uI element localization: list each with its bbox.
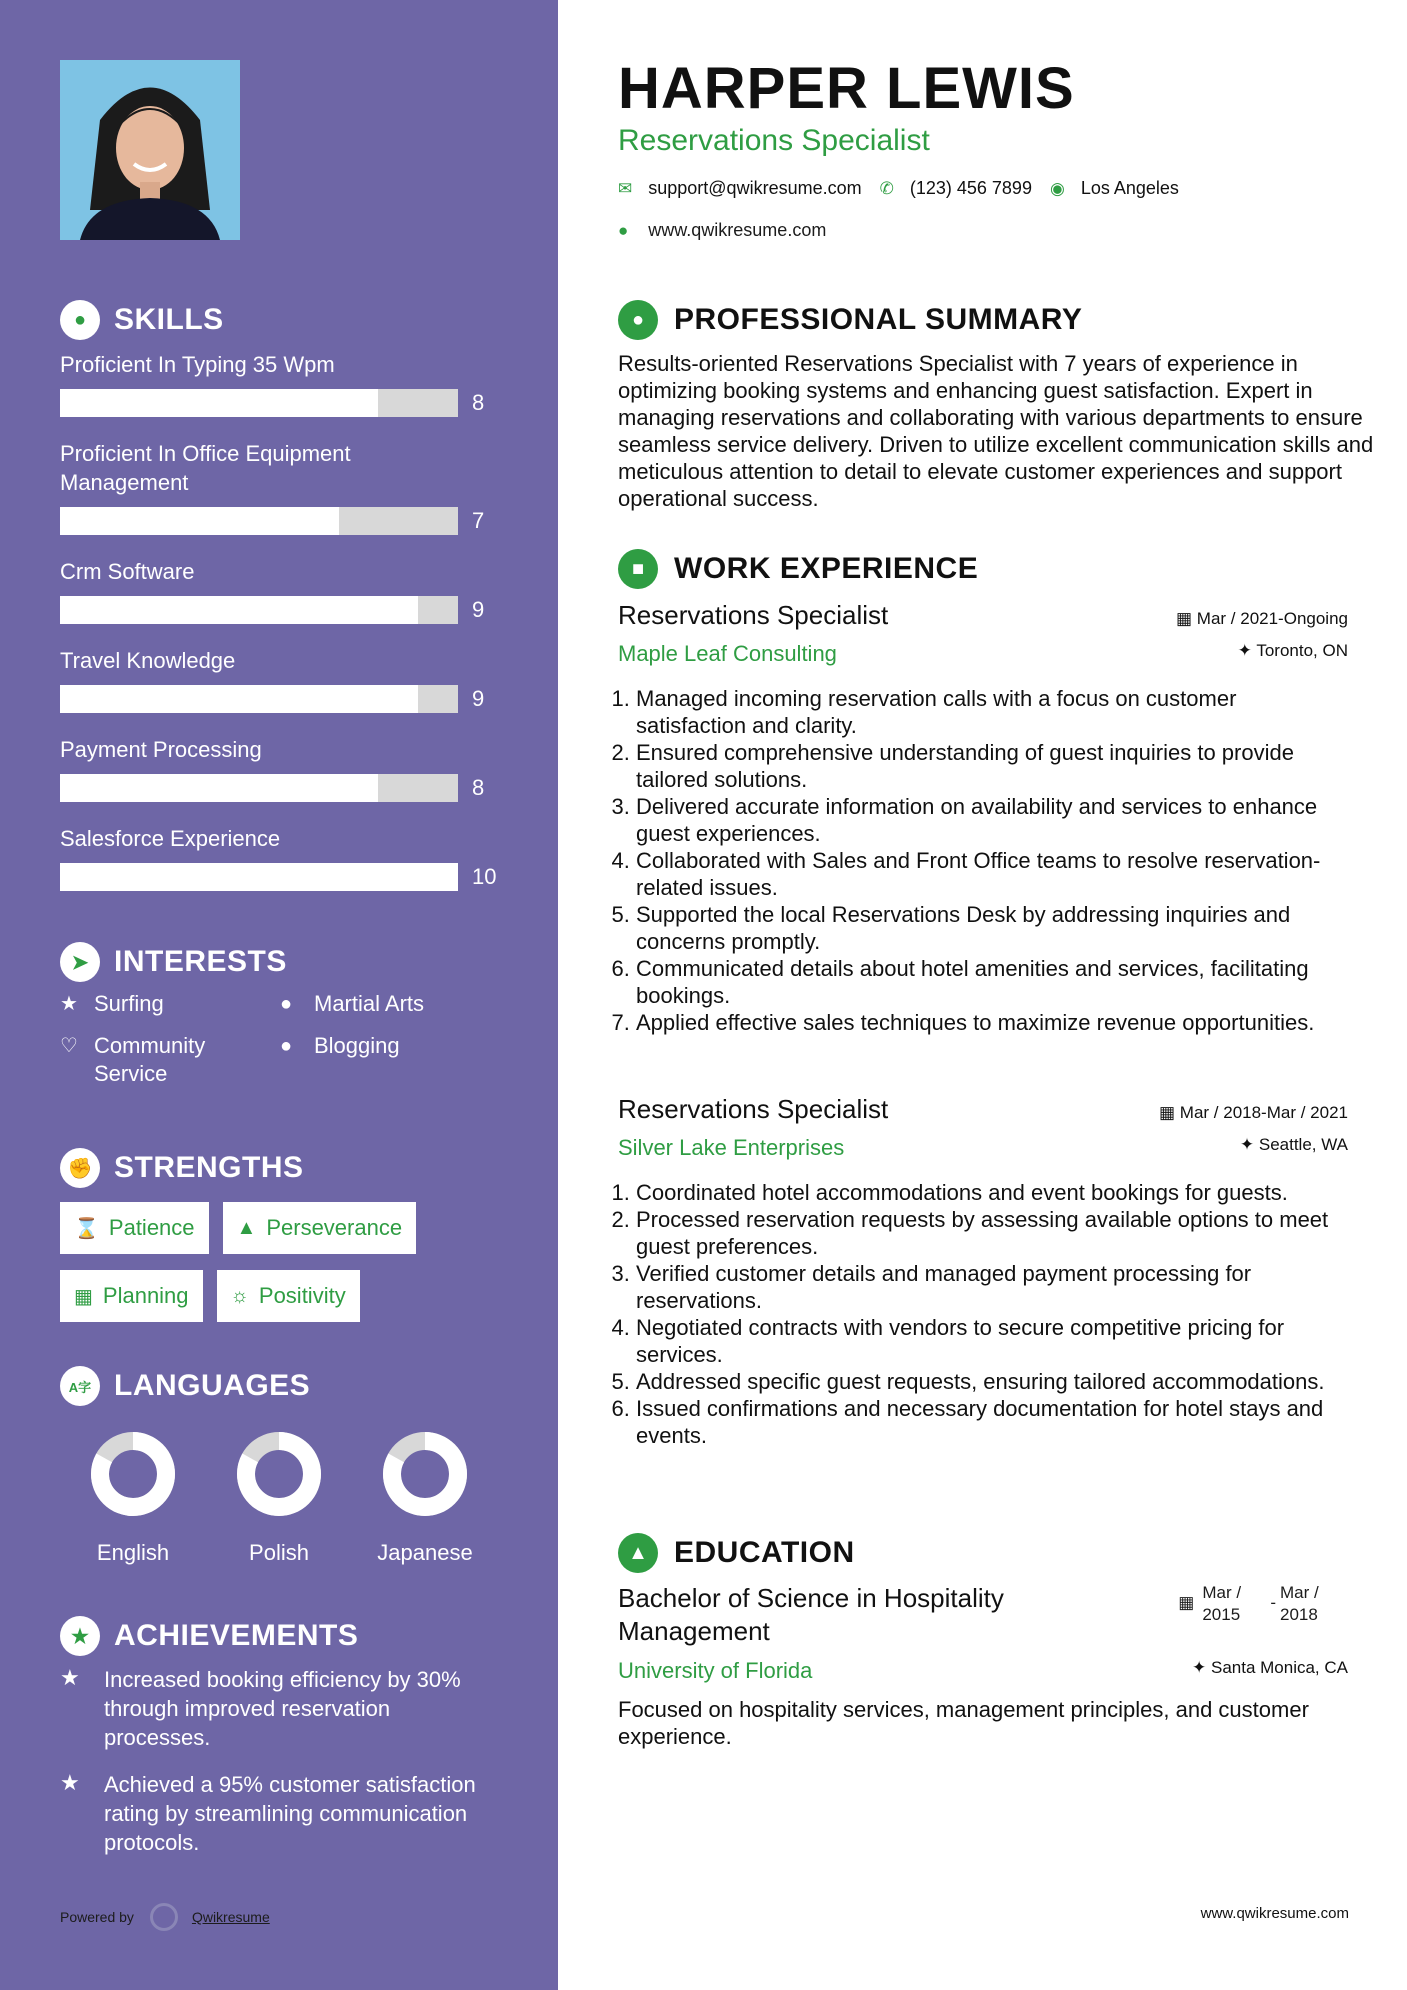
skill-item: Salesforce Experience 10 [60, 826, 497, 889]
globe-icon: ● [618, 220, 629, 240]
star-icon: ★ [60, 1665, 80, 1690]
job-date: ▦ Mar / 2018-Mar / 2021 [1159, 1103, 1348, 1122]
skill-item: Crm Software 9 [60, 559, 485, 622]
map-pin-icon: ◉ [1049, 178, 1065, 198]
strength-chip: ▲ Perseverance [223, 1202, 417, 1254]
company-name: Silver Lake Enterprises [618, 1135, 845, 1160]
language-item: Japanese [352, 1430, 498, 1566]
summary-heading: ● PROFESSIONAL SUMMARY [618, 300, 1082, 340]
main-column [558, 0, 1407, 1990]
skill-item: Travel Knowledge 9 [60, 648, 485, 711]
pin-icon: ✦ [1237, 641, 1257, 660]
skill-item: Payment Processing 8 [60, 737, 485, 800]
languages-list [60, 1430, 498, 1566]
skill-bar [60, 863, 458, 891]
calendar-icon: ▦ [74, 1285, 93, 1308]
language-item: English [60, 1430, 206, 1566]
candidate-name: HARPER LEWIS [618, 56, 1075, 121]
candidate-role: Reservations Specialist [618, 124, 930, 157]
strength-chip: ☼ Positivity [217, 1270, 360, 1322]
interest-item: ● Blogging [280, 1033, 400, 1058]
strengths-list [60, 1202, 500, 1322]
qwikresume-link[interactable]: Qwikresume [191, 1909, 270, 1925]
skill-bar [60, 685, 458, 713]
language-donut [89, 1430, 177, 1518]
strength-chip: ⌛ Patience [60, 1202, 209, 1254]
job-title: Reservations Specialist [618, 600, 889, 630]
mountain-icon: ▲ [236, 1216, 257, 1239]
star-icon: ★ [60, 1770, 80, 1795]
school-name: University of Florida [618, 1658, 813, 1683]
phone-number: (123) 456 7899 [909, 178, 1032, 198]
language-donut [235, 1430, 323, 1518]
profile-photo [60, 60, 240, 240]
language-donut [381, 1430, 469, 1518]
lightbulb-icon: ● [60, 300, 100, 340]
paper-plane-icon: ➤ [60, 942, 100, 982]
interests-heading: ➤ INTERESTS [60, 942, 287, 982]
interest-item: ★ Surfing [60, 991, 164, 1016]
strengths-heading: ✊ STRENGTHS [60, 1148, 304, 1188]
shield-icon: ♡ [60, 1035, 78, 1057]
company-name: Maple Leaf Consulting [618, 641, 837, 666]
job-bullets: 1. Coordinated hotel accommodations and event bookings for guests. 2. Processed reservation requests by assessing available options to meet guest preferences. 3. Verified customer details and managed payment processing for reservations. 4. Negotiated contracts with vendors to secure competitive pricing for services. 5. Addressed specific guest requests, ensuring tailored accommodations. 6. Issued confirmations and necessary documentation for hotel stays and events. [618, 1179, 1348, 1449]
achievement-item: ★ Achieved a 95% customer satisfaction rating by streamlining communication protocols. [60, 1770, 476, 1855]
phone-icon: ✆ [879, 178, 894, 198]
education-dates: ▦ Mar / 2015 - Mar / 2018 [1178, 1582, 1348, 1648]
skill-bar [60, 507, 458, 535]
experience-heading: ■ WORK EXPERIENCE [618, 549, 978, 589]
sidebar [0, 0, 558, 1990]
skills-list [60, 350, 500, 913]
skill-bar [60, 596, 458, 624]
job-date: ▦ Mar / 2021-Ongoing [1176, 609, 1348, 628]
briefcase-icon: ■ [618, 549, 658, 589]
education-heading: ▲ EDUCATION [618, 1533, 855, 1573]
calendar-icon: ▦ [1159, 1103, 1180, 1122]
fist-icon: ✊ [60, 1148, 100, 1188]
envelope-icon: ✉ [618, 178, 633, 198]
website-row [618, 220, 826, 241]
hourglass-icon: ⌛ [74, 1217, 99, 1240]
school-location: ✦ Santa Monica, CA [1192, 1658, 1348, 1677]
email-link[interactable]: support@qwikresume.com [648, 178, 862, 198]
education-entry [618, 1582, 1348, 1750]
interest-item: ♡ Community Service [60, 1033, 206, 1086]
achievement-item: ★ Increased booking efficiency by 30% through improved reservation processes. [60, 1665, 461, 1750]
powered-by: Powered by Qwikresume [60, 1903, 270, 1931]
strength-chip: ▦ Planning [60, 1270, 203, 1322]
skill-bar [60, 389, 458, 417]
achievements-list [60, 1665, 500, 1875]
pin-icon: ✦ [1192, 1658, 1211, 1677]
users-icon: ● [280, 1035, 293, 1057]
globe-icon: ● [280, 993, 293, 1015]
calendar-icon: ▦ [1178, 1593, 1195, 1612]
skill-item: Proficient In Typing 35 Wpm 8 [60, 352, 485, 415]
languages-heading: A字 LANGUAGES [60, 1366, 310, 1406]
sun-icon: ☼ [230, 1284, 249, 1307]
job-entry [618, 1094, 1348, 1449]
interests-list [60, 990, 500, 1088]
skills-heading: ● SKILLS [60, 300, 224, 340]
star-icon: ★ [60, 993, 78, 1015]
contact-row [618, 178, 1179, 199]
language-item: Polish [206, 1430, 352, 1566]
education-description: Focused on hospitality services, management principles, and customer experience. [618, 1697, 1309, 1749]
language-icon: A字 [60, 1366, 100, 1406]
achievements-heading: ★ ACHIEVEMENTS [60, 1616, 358, 1656]
skill-item: Proficient In Office Equipment Management 7 [60, 441, 485, 533]
job-location: ✦ Seattle, WA [1239, 1135, 1348, 1154]
website-link[interactable]: www.qwikresume.com [648, 220, 827, 240]
job-title: Reservations Specialist [618, 1094, 889, 1124]
location-text: Los Angeles [1080, 178, 1179, 198]
user-icon: ● [618, 300, 658, 340]
skill-bar [60, 774, 458, 802]
pin-icon: ✦ [1239, 1135, 1259, 1154]
calendar-icon: ▦ [1176, 609, 1197, 628]
degree-title: Bachelor of Science in Hospitality Management [618, 1583, 1004, 1646]
graduation-icon: ▲ [618, 1533, 658, 1573]
job-location: ✦ Toronto, ON [1237, 641, 1348, 660]
summary-text: Results-oriented Reservations Specialist with 7 years of experience in optimizing booking systems and enhancing guest satisfaction. Expert in managing reservations and collaborating with various departments to ensure seamless service delivery. Driven to utilize excellent communication skills and meticulous attention to detail to elevate customer experiences and support operational success. [618, 351, 1374, 511]
job-bullets: 1. Managed incoming reservation calls with a focus on customer satisfaction and clarity. 2. Ensured comprehensive understanding of guest inquiries to provide tailored solutions. 3. Delivered accurate information on availability and services to enhance guest experiences. 4. Collaborated with Sales and Front Office teams to resolve reservation-related issues. 5. Supported the local Reservations Desk by addressing inquiries and concerns promptly. 6. Communicated details about hotel amenities and services, facilitating bookings. 7. Applied effective sales techniques to maximize revenue opportunities. [618, 685, 1348, 1036]
star-badge-icon: ★ [60, 1616, 100, 1656]
interest-item: ● Martial Arts [280, 991, 425, 1016]
job-entry [618, 600, 1348, 1036]
qwikresume-logo-icon [150, 1903, 178, 1931]
footer-url[interactable]: www.qwikresume.com [1200, 1905, 1349, 1922]
